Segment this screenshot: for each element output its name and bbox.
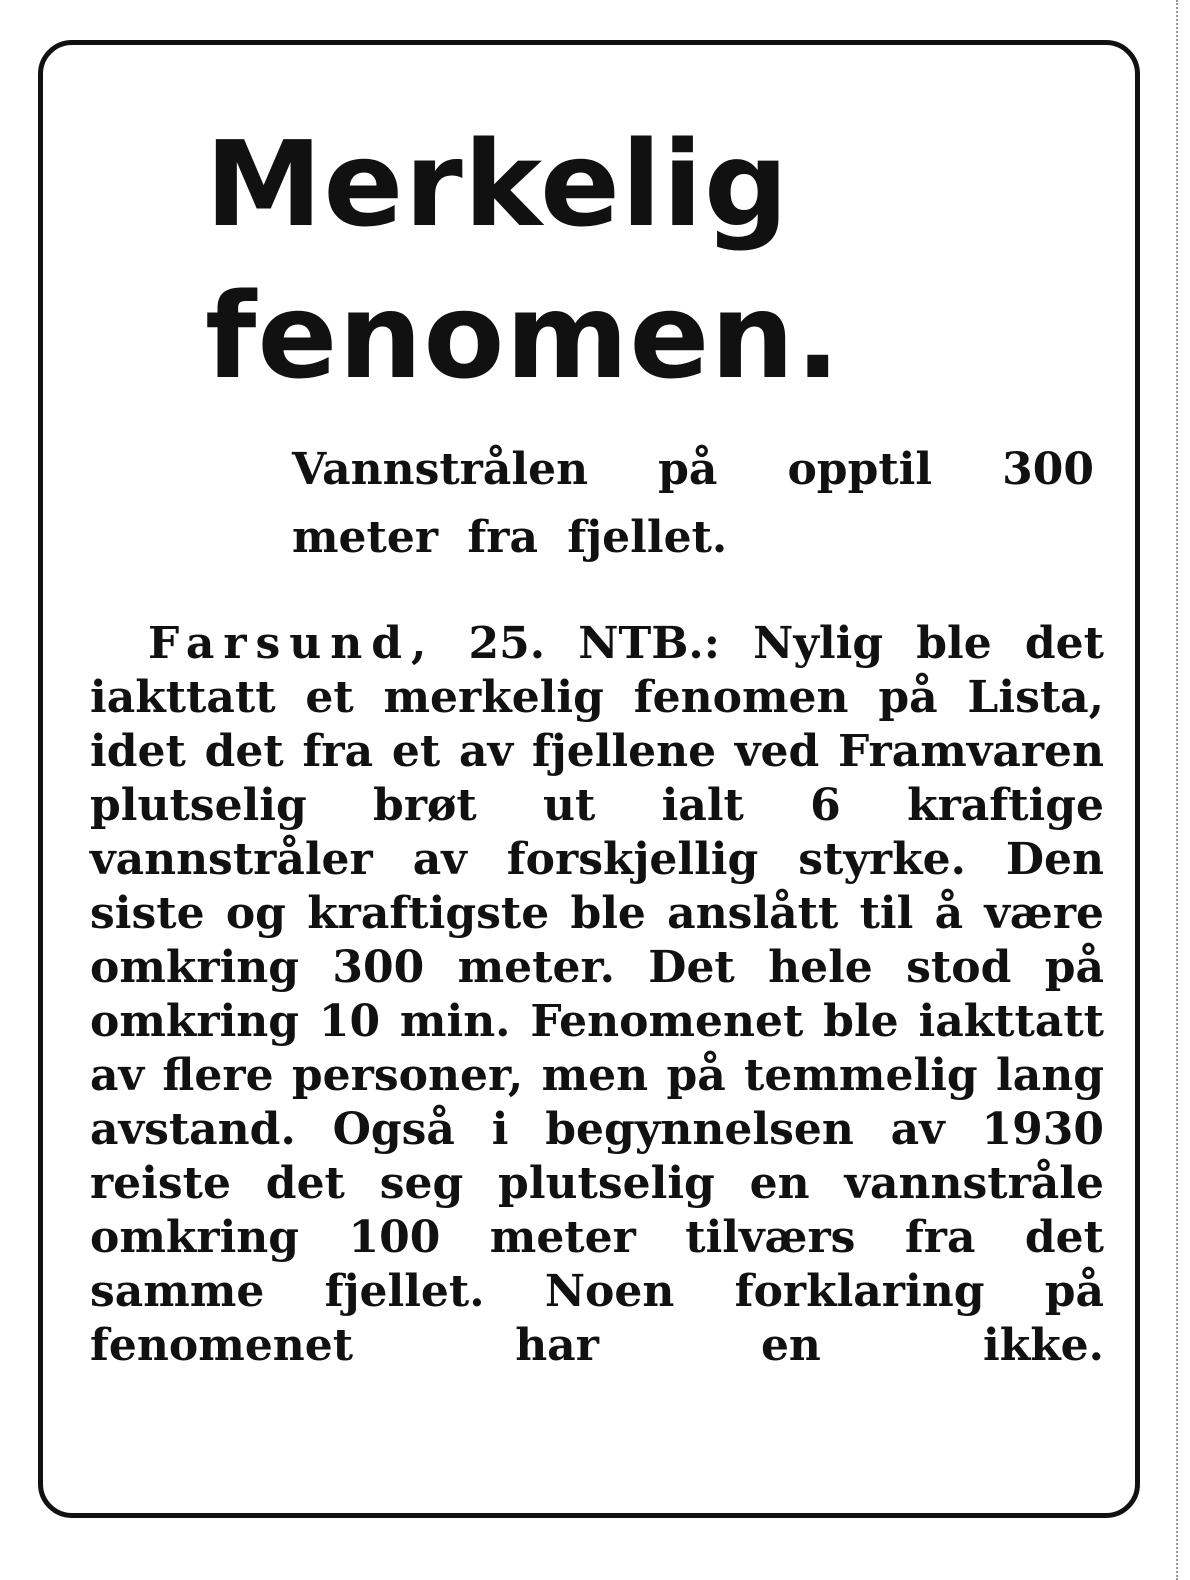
- subheadline: Vannstrålen på opptil 300 meter fra fjellet.: [292, 444, 1094, 563]
- headline-line-1: Merkelig: [205, 115, 790, 253]
- headline-line-2: fenomen.: [205, 267, 842, 405]
- headline: [205, 108, 842, 412]
- article-body-text: 25. NTB.: Nylig ble det iakttatt et merkelig fenomen på Lista, idet det fra et av fjellene ved Framvaren plutselig brøt ut ialt 6 kraftige vannstråler av forskjellig styrke. Den siste og kraftigste ble anslått til å være omkring 300 meter. Det hele stod på omkring 10 min. Fenomenet ble iakttatt av flere personer, men på temmelig lang avstand. Også i begynnelsen av 1930 reiste det seg plutselig en vannstråle omkring 100 meter tilværs fra det samme fjellet. Noen forklaring på fenomenet har en ikke.: [90, 618, 1104, 1371]
- scan-edge-artifact: [1176, 0, 1182, 1580]
- dateline: Farsund,: [148, 618, 436, 669]
- article-body: [90, 617, 1104, 1373]
